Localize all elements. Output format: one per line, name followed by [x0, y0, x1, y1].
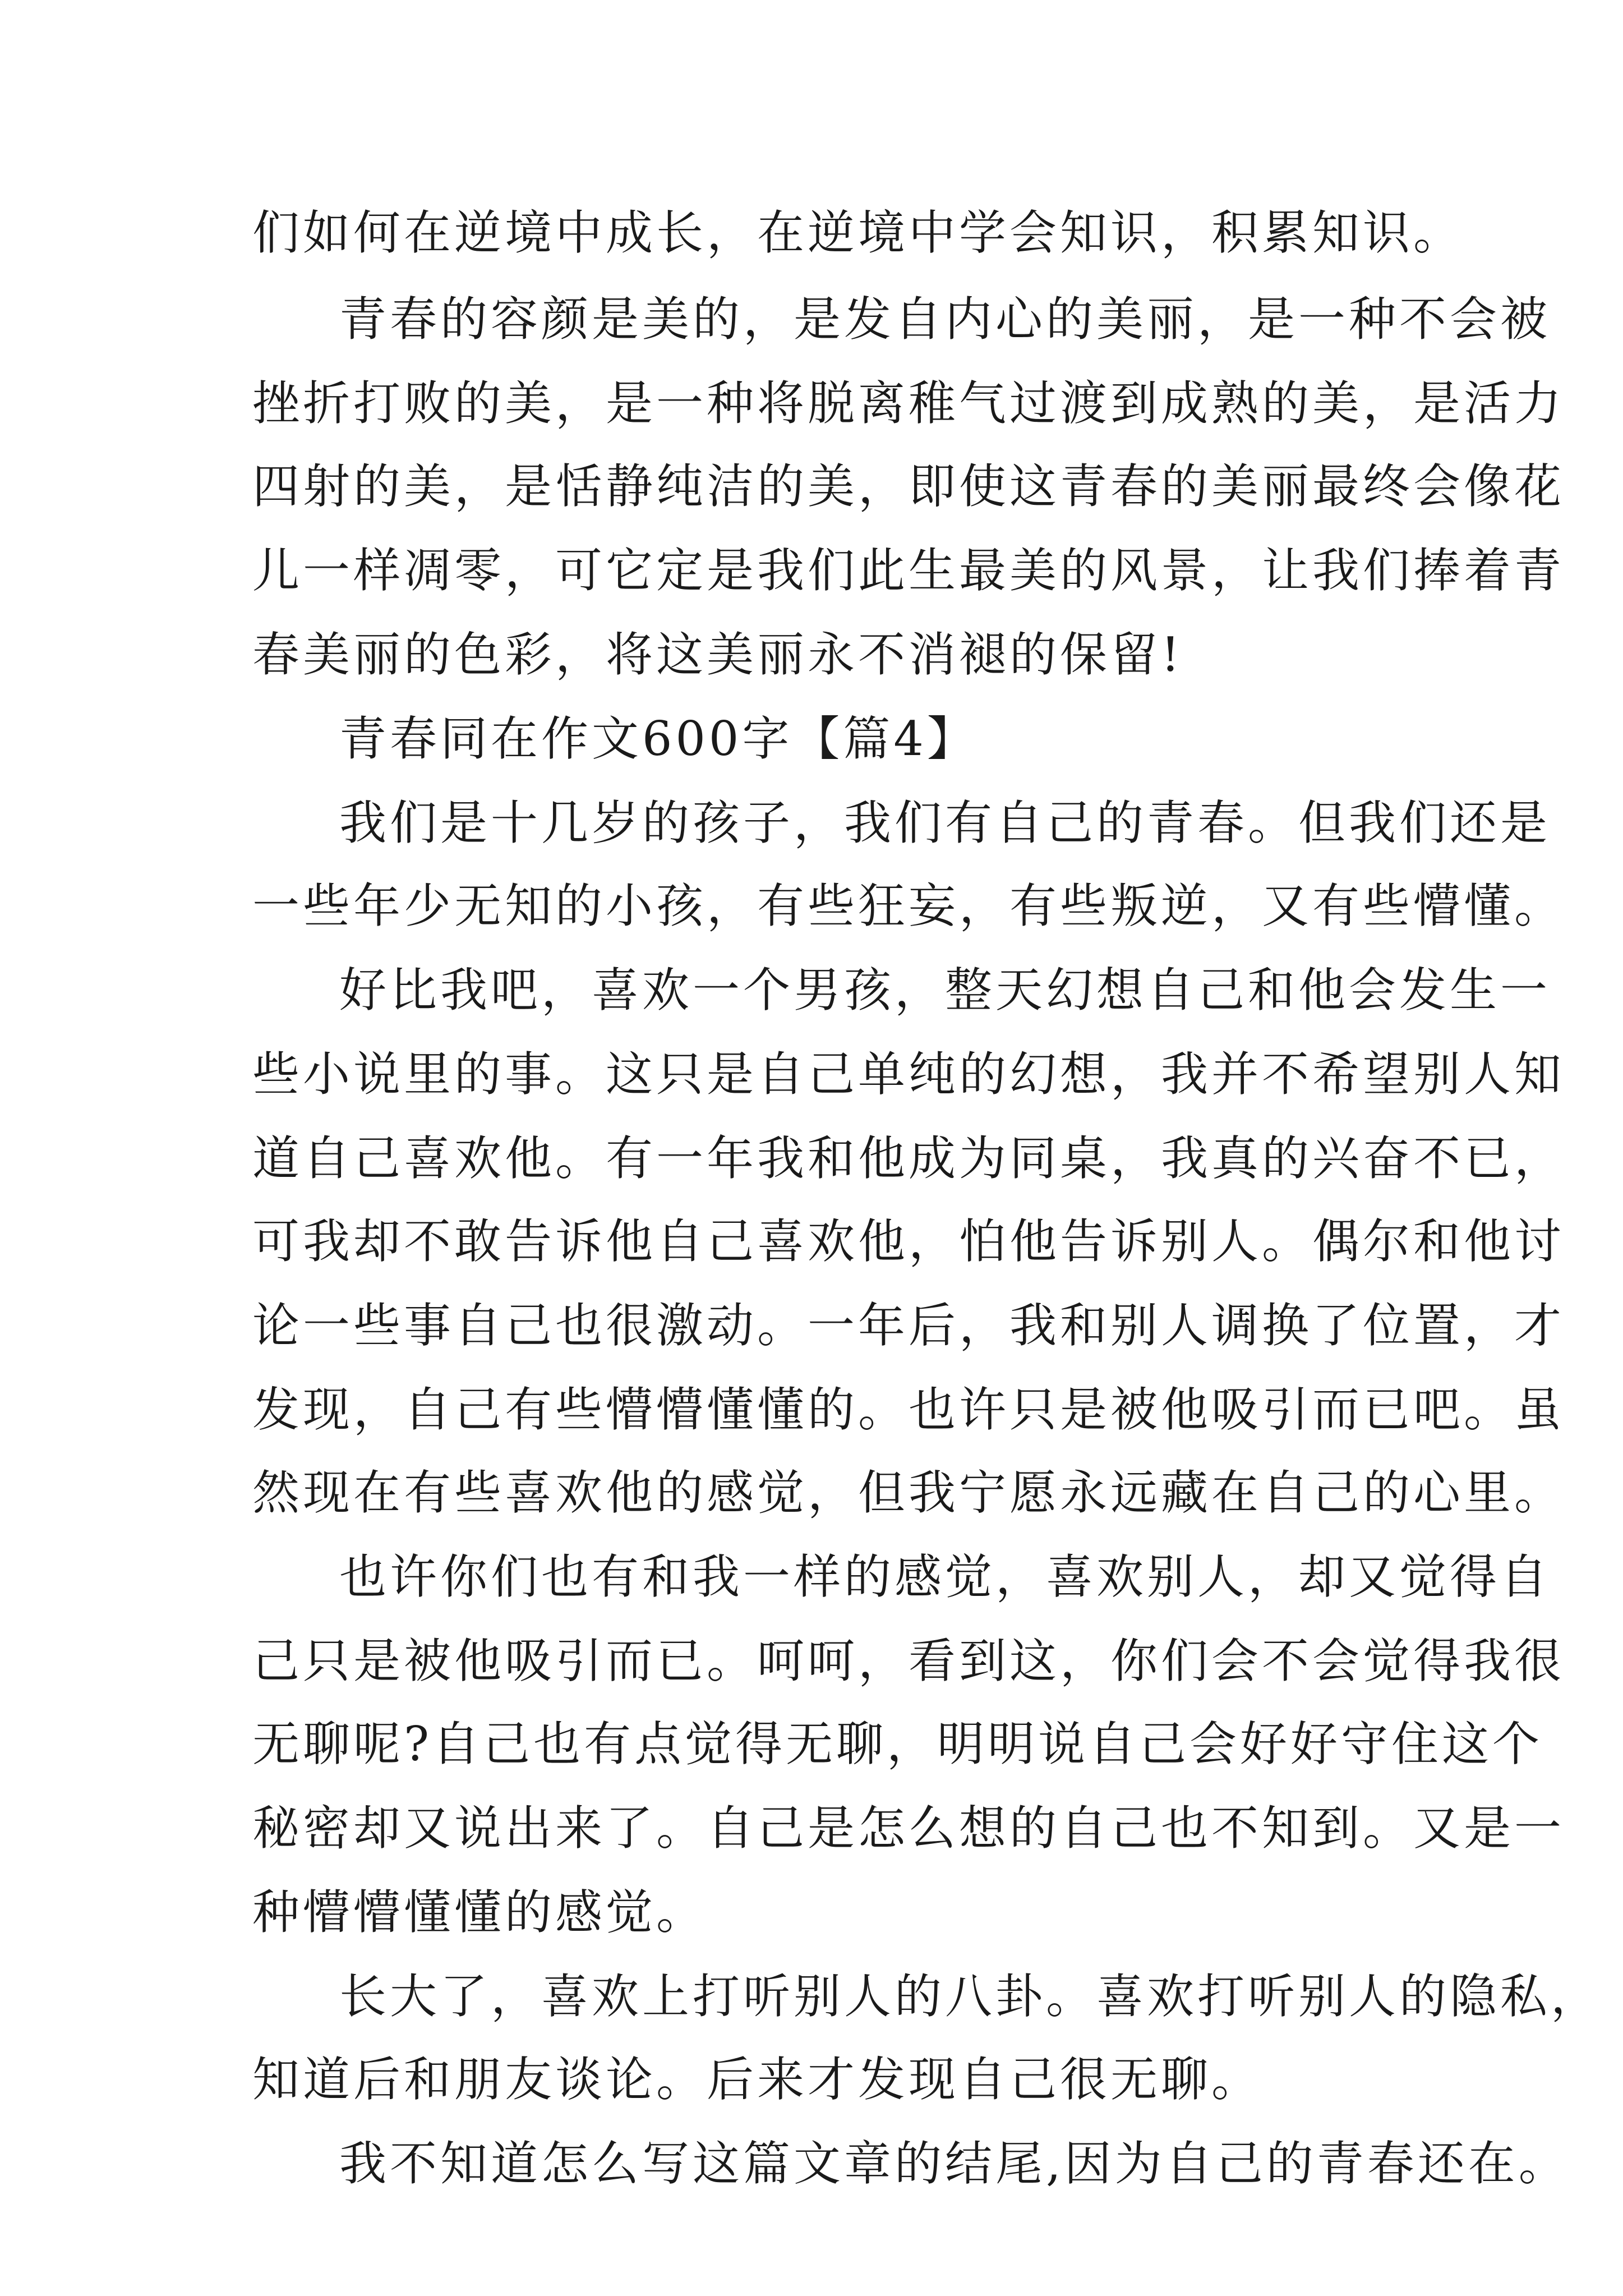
- text-line: 四射的美，是恬静纯洁的美，即使这青春的美丽最终会像花: [252, 459, 1565, 514]
- paragraph-first-line: 长大了，喜欢上打听别人的八卦。喜欢打听别人的隐私，: [339, 1969, 1602, 2024]
- text-line: 秘密却又说出来了。自己是怎么想的自己也不知到。又是一: [252, 1801, 1565, 1856]
- text-line: 知道后和朋友谈论。后来才发现自己很无聊。: [252, 2052, 1262, 2107]
- text-line: 道自己喜欢他。有一年我和他成为同桌，我真的兴奋不已，: [252, 1131, 1565, 1186]
- text-line: 然现在有些喜欢他的感觉，但我宁愿永远藏在自己的心里。: [252, 1465, 1565, 1520]
- paragraph-first-line: 也许你们也有和我一样的感觉，喜欢别人，却又觉得自: [339, 1549, 1551, 1604]
- text-line: 己只是被他吸引而已。呵呵，看到这，你们会不会觉得我很: [252, 1634, 1565, 1688]
- text-line: 些小说里的事。这只是自己单纯的幻想，我并不希望别人知: [252, 1047, 1565, 1102]
- text-line: 春美丽的色彩，将这美丽永不消褪的保留!: [252, 627, 1183, 682]
- text-line: 论一些事自己也很激动。一年后，我和别人调换了位置，才: [252, 1298, 1565, 1353]
- paragraph-first-line: 我们是十几岁的孩子，我们有自己的青春。但我们还是: [339, 795, 1551, 850]
- paragraph-first-line: 好比我吧，喜欢一个男孩，整天幻想自己和他会发生一: [339, 963, 1551, 1018]
- text-line: 发现，自己有些懵懵懂懂的。也许只是被他吸引而已吧。虽: [252, 1382, 1565, 1437]
- section-heading: 青春同在作文600字【篇4】: [339, 711, 978, 766]
- text-line: 可我却不敢告诉他自己喜欢他，怕他告诉别人。偶尔和他讨: [252, 1214, 1565, 1269]
- text-line: 们如何在逆境中成长，在逆境中学会知识，积累知识。: [252, 205, 1464, 260]
- text-line: 无聊呢?自己也有点觉得无聊，明明说自己会好好守住这个: [252, 1717, 1543, 1772]
- paragraph-first-line: 我不知道怎么写这篇文章的结尾,因为自己的青春还在。: [339, 2136, 1569, 2191]
- text-line: 挫折打败的美，是一种将脱离稚气过渡到成熟的美，是活力: [252, 376, 1565, 431]
- paragraph-first-line: 青春的容颜是美的，是发自内心的美丽，是一种不会被: [339, 292, 1551, 347]
- text-line: 一些年少无知的小孩，有些狂妄，有些叛逆，又有些懵懂。: [252, 878, 1565, 933]
- text-line: 种懵懵懂懂的感觉。: [252, 1885, 707, 1940]
- text-line: 儿一样凋零，可它定是我们此生最美的风景，让我们捧着青: [252, 543, 1565, 598]
